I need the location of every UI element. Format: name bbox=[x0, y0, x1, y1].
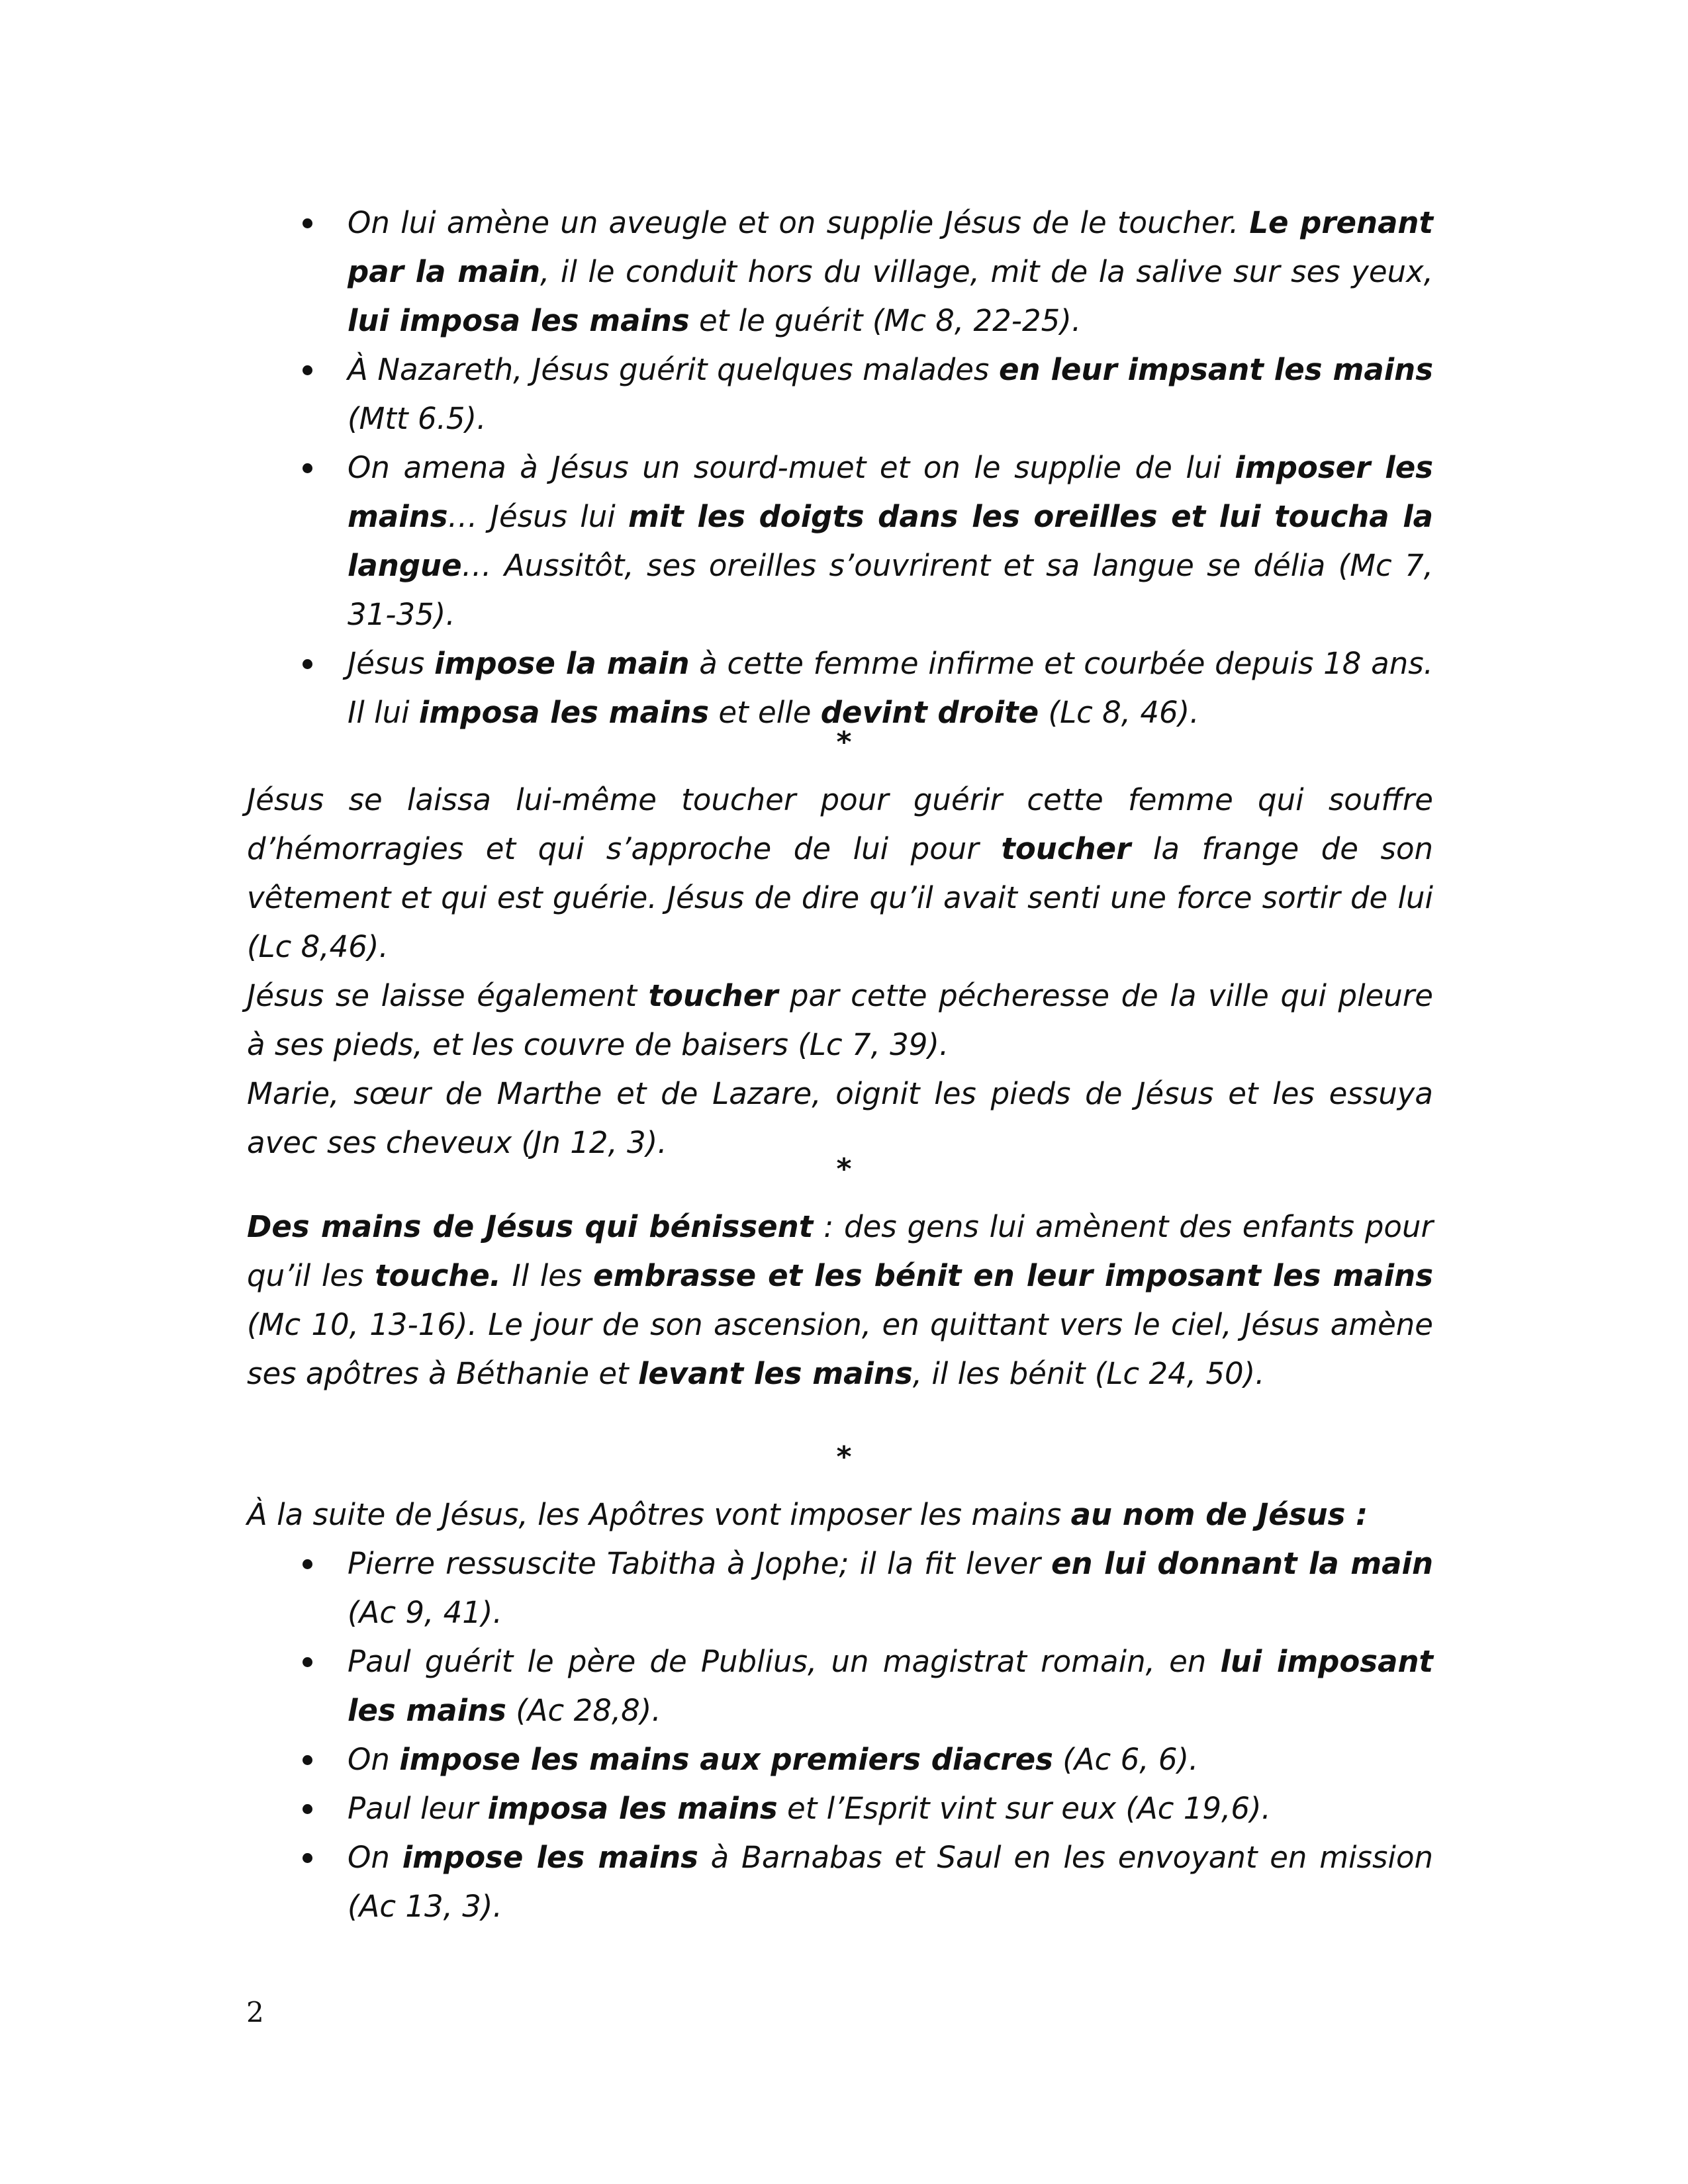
emphasis-text: en lui donnant la main bbox=[1051, 1546, 1434, 1581]
emphasis-text: devint droite bbox=[820, 695, 1039, 730]
emphasis-text: toucher bbox=[1001, 831, 1131, 866]
bullet-icon bbox=[303, 1559, 312, 1569]
list-item-text: On impose les mains à Barnabas et Saul en les envoyant en mission (Ac 13, 3). bbox=[348, 1840, 1433, 1924]
list-item bbox=[348, 1735, 1433, 1784]
emphasis-text: impose la main bbox=[434, 646, 690, 681]
paragraph-line: Jésus se laissa lui-même toucher pour guérir cette femme qui souffre d’hémorragies et qui s’approche de lui pour toucher la frange de son vêtement et qui est guérie. Jésus de dire qu’il avait senti une force sortir de lui (Lc 8,46). bbox=[247, 782, 1434, 964]
list-item bbox=[348, 639, 1433, 737]
emphasis-text: mit les doigts dans les oreilles et lui toucha la langue bbox=[348, 499, 1434, 583]
emphasis-text: lui imposa les mains bbox=[348, 303, 690, 338]
emphasis-text: imposer les mains bbox=[348, 450, 1433, 534]
bullet-list-healings bbox=[348, 199, 1433, 737]
list-item bbox=[348, 345, 1433, 443]
list-item-text: On amena à Jésus un sourd-muet et on le supplie de lui imposer les mains… Jésus lui mit les doigts dans les oreilles et lui toucha la langue… Aussitôt, ses oreilles s’ouvrirent et sa langue se délia (Mc 7, 31-35). bbox=[348, 450, 1434, 632]
bullet-icon bbox=[303, 1657, 312, 1667]
list-item bbox=[348, 1539, 1433, 1637]
bullet-icon bbox=[303, 659, 312, 669]
bullet-icon bbox=[303, 365, 312, 375]
emphasis-text: Des mains de Jésus qui bénissent bbox=[247, 1209, 814, 1244]
list-item-text: À Nazareth, Jésus guérit quelques malades en leur impsant les mains (Mtt 6.5). bbox=[348, 352, 1433, 436]
paragraph-blessing-hands: Des mains de Jésus qui bénissent : des gens lui amènent des enfants pour qu’il les touche. Il les embrasse et les bénit en leur imposant les mains (Mc 10, 13-16). Le jour de son ascension, en quittant vers le ciel, Jésus amène ses apôtres à Béthanie et levant les mains, il les bénit (Lc 24, 50). bbox=[247, 1209, 1433, 1391]
section-separator: * bbox=[836, 725, 852, 759]
emphasis-text: impose les mains aux premiers diacres bbox=[399, 1742, 1053, 1777]
emphasis-text: toucher bbox=[648, 978, 778, 1013]
list-item bbox=[348, 1784, 1433, 1833]
emphasis-text: touche. bbox=[375, 1258, 501, 1293]
emphasis-text: levant les mains bbox=[637, 1356, 913, 1391]
paragraph-line: Marie, sœur de Marthe et de Lazare, oignit les pieds de Jésus et les essuya avec ses cheveux (Jn 12, 3). bbox=[247, 1076, 1433, 1160]
emphasis-text: Le prenant par la main bbox=[348, 205, 1433, 289]
list-item-text: Paul leur imposa les mains et l’Esprit vint sur eux (Ac 19,6). bbox=[348, 1791, 1271, 1826]
bullet-list-apostles bbox=[348, 1539, 1433, 1931]
bullet-icon bbox=[303, 1804, 312, 1814]
list-item-text: Pierre ressuscite Tabitha à Jophe; il la fit lever en lui donnant la main (Ac 9, 41). bbox=[348, 1546, 1434, 1630]
list-item bbox=[348, 443, 1433, 639]
section-separator: * bbox=[836, 1440, 852, 1474]
page-number: 2 bbox=[246, 1996, 264, 2028]
list-item-text: On impose les mains aux premiers diacres (Ac 6, 6). bbox=[348, 1742, 1199, 1777]
emphasis-text: au nom de Jésus : bbox=[1070, 1497, 1368, 1532]
emphasis-text: en leur impsant les mains bbox=[998, 352, 1433, 387]
list-item bbox=[348, 1637, 1433, 1735]
bullet-icon bbox=[303, 218, 312, 228]
section-separator: * bbox=[836, 1152, 852, 1186]
bullet-icon bbox=[303, 463, 312, 473]
emphasis-text: imposa les mains bbox=[487, 1791, 778, 1826]
emphasis-text: impose les mains bbox=[402, 1840, 698, 1875]
paragraph-line: Jésus se laisse également toucher par cette pécheresse de la ville qui pleure à ses pieds, et les couvre de baisers (Lc 7, 39). bbox=[247, 978, 1433, 1062]
list-item-text: On lui amène un aveugle et on supplie Jésus de le toucher. Le prenant par la main, il le conduit hors du village, mit de la salive sur ses yeux, lui imposa les mains et le guérit (Mc 8, 22-25). bbox=[348, 205, 1433, 338]
paragraph-apostles-intro: À la suite de Jésus, les Apôtres vont imposer les mains au nom de Jésus : bbox=[247, 1497, 1368, 1532]
list-item-text: Paul guérit le père de Publius, un magistrat romain, en lui imposant les mains (Ac 28,8). bbox=[348, 1644, 1433, 1728]
paragraph-touched bbox=[247, 776, 1433, 1167]
list-item-text: Jésus impose la main à cette femme infirme et courbée depuis 18 ans. Il lui imposa les mains et elle devint droite (Lc 8, 46). bbox=[348, 646, 1433, 730]
list-item bbox=[348, 1833, 1433, 1931]
bullet-icon bbox=[303, 1755, 312, 1765]
list-item bbox=[348, 199, 1433, 345]
bullet-icon bbox=[303, 1853, 312, 1863]
emphasis-text: imposa les mains bbox=[418, 695, 710, 730]
emphasis-text: embrasse et les bénit en leur imposant les mains bbox=[592, 1258, 1433, 1293]
emphasis-text: lui imposant les mains bbox=[348, 1644, 1433, 1728]
